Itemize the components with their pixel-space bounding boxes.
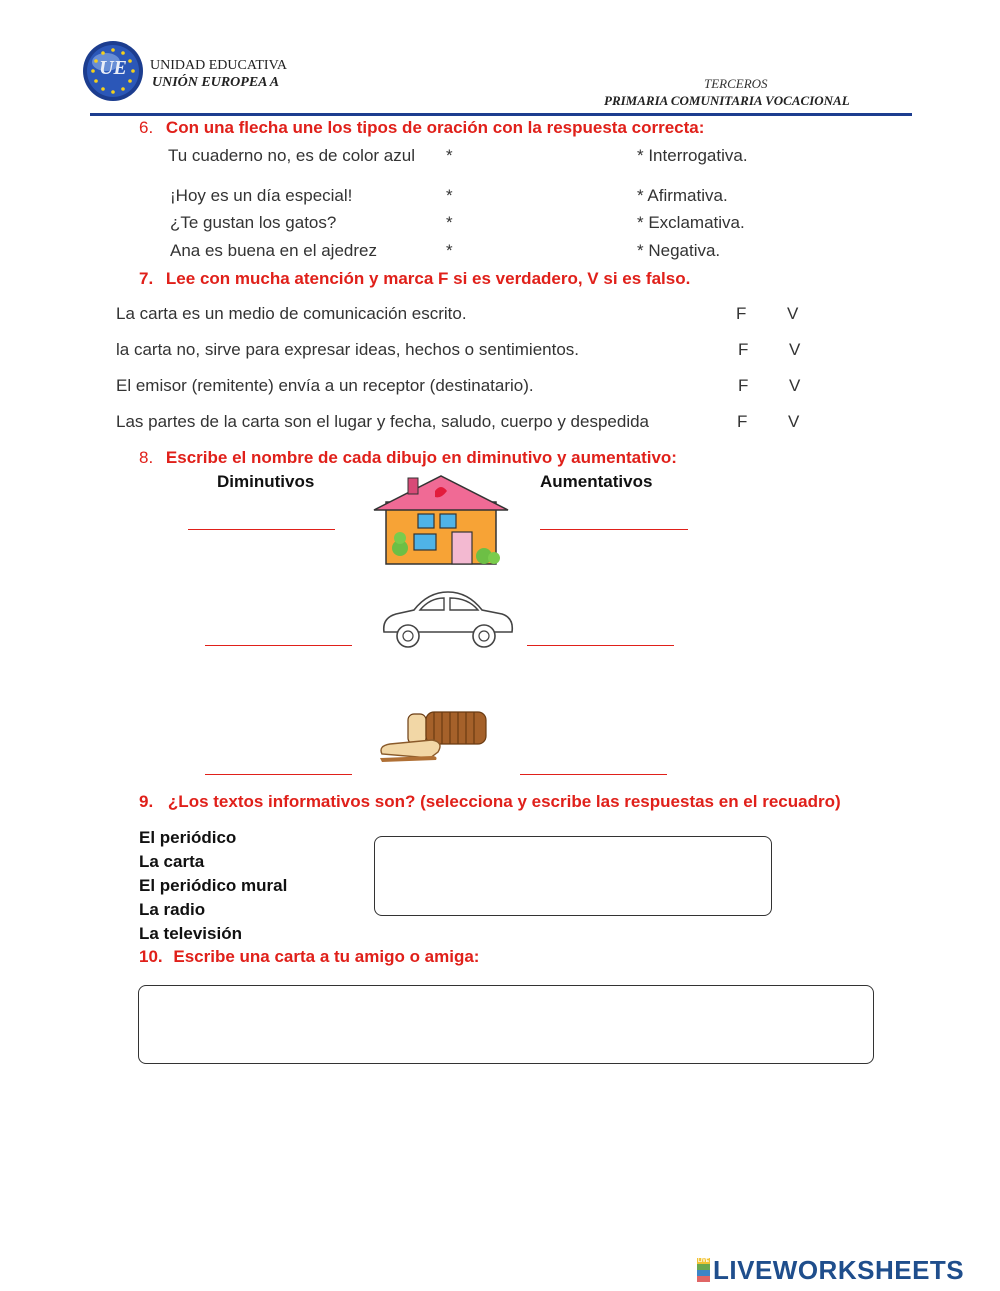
q9-title: ¿Los textos informativos son? (selecciona y escribe las respuestas en el recuadro) xyxy=(167,792,841,811)
q10-answer-box[interactable] xyxy=(138,985,874,1064)
school-logo xyxy=(82,40,144,102)
q7-statement: La carta es un medio de comunicación escrito. xyxy=(116,304,467,323)
q7-option-v[interactable]: V xyxy=(789,340,801,359)
q6-left-dot[interactable]: * xyxy=(446,241,453,260)
q9-heading: 9. ¿Los textos informativos son? (selecciona y escribe las respuestas en el recuadro) xyxy=(139,792,841,811)
brand-badge-letters: LIVE xyxy=(697,1258,710,1282)
answer-line[interactable] xyxy=(527,645,674,646)
q7-statement: Las partes de la carta son el lugar y fecha, saludo, cuerpo y despedida xyxy=(116,412,650,431)
q6-left-item: Tu cuaderno no, es de color azul xyxy=(168,146,415,165)
q7-option-f[interactable]: F xyxy=(736,304,747,323)
q6-left-item: ¿Te gustan los gatos? xyxy=(170,213,337,232)
answer-line[interactable] xyxy=(205,774,352,775)
answer-line[interactable] xyxy=(520,774,667,775)
q6-left-dot[interactable]: * xyxy=(446,213,453,232)
car-picture xyxy=(378,588,518,658)
q8-title: Escribe el nombre de cada dibujo en diminutivo y aumentativo: xyxy=(165,448,677,467)
aumentativos-header: Aumentativos xyxy=(540,472,653,491)
q7-statement: El emisor (remitente) envía a un receptor (destinatario). xyxy=(116,376,534,395)
grade-label: TERCEROS xyxy=(704,76,768,91)
q7-heading: 7. Lee con mucha atención y marca F si es verdadero, V si es falso. xyxy=(139,269,691,288)
q8-heading: 8. Escribe el nombre de cada dibujo en diminutivo y aumentativo: xyxy=(139,448,677,467)
q6-left-dot[interactable]: * xyxy=(446,186,453,205)
q6-left-item: ¡Hoy es un día especial! xyxy=(170,186,353,205)
q6-left-dot[interactable]: * xyxy=(446,146,453,165)
program-label: PRIMARIA COMUNITARIA VOCACIONAL xyxy=(604,93,850,108)
q10-heading: 10. Escribe una carta a tu amigo o amiga: xyxy=(139,947,480,966)
answer-line[interactable] xyxy=(540,529,688,530)
q6-left-item: Ana es buena en el ajedrez xyxy=(170,241,377,260)
q7-option-f[interactable]: F xyxy=(737,412,748,431)
q9-option: El periódico mural xyxy=(139,876,288,895)
q7-title: Lee con mucha atención y marca F si es verdadero, V si es falso. xyxy=(165,269,691,288)
school-name-line1: UNIDAD EDUCATIVA xyxy=(150,58,288,73)
answer-line[interactable] xyxy=(205,645,352,646)
q7-option-f[interactable]: F xyxy=(738,340,749,359)
house-picture xyxy=(356,472,526,566)
brand-badge xyxy=(697,1258,710,1282)
brand-name: LIVEWORKSHEETS xyxy=(713,1254,965,1285)
q10-title: Escribe una carta a tu amigo o amiga: xyxy=(173,947,480,966)
diminutivos-header: Diminutivos xyxy=(217,472,315,491)
q9-option: La televisión xyxy=(139,924,242,943)
liveworksheets-logo[interactable] xyxy=(697,1256,964,1284)
logo-letters: UE xyxy=(99,57,127,79)
header-divider xyxy=(90,113,912,116)
q7-option-v[interactable]: V xyxy=(788,412,800,431)
q9-answer-box[interactable] xyxy=(374,836,772,916)
q9-option: La carta xyxy=(139,852,205,871)
q7-statement: la carta no, sirve para expresar ideas, hechos o sentimientos. xyxy=(116,340,580,359)
q7-option-f[interactable]: F xyxy=(738,376,749,395)
answer-line[interactable] xyxy=(188,529,335,530)
q6-right-item[interactable]: * Exclamativa. xyxy=(637,213,745,232)
q6-right-item[interactable]: * Interrogativa. xyxy=(637,146,748,165)
school-name-line2: UNIÓN EUROPEA A xyxy=(152,75,280,90)
q6-right-item[interactable]: * Afirmativa. xyxy=(637,186,728,205)
q6-heading: 6. Con una flecha une los tipos de oración con la respuesta correcta: xyxy=(139,118,705,137)
q9-option: La radio xyxy=(139,900,206,919)
q6-right-item[interactable]: * Negativa. xyxy=(637,241,721,260)
q9-option: El periódico xyxy=(139,828,237,847)
bread-picture xyxy=(370,690,506,770)
q7-option-v[interactable]: V xyxy=(787,304,799,323)
q7-option-v[interactable]: V xyxy=(789,376,801,395)
q6-title: Con una flecha une los tipos de oración con la respuesta correcta: xyxy=(165,118,705,137)
